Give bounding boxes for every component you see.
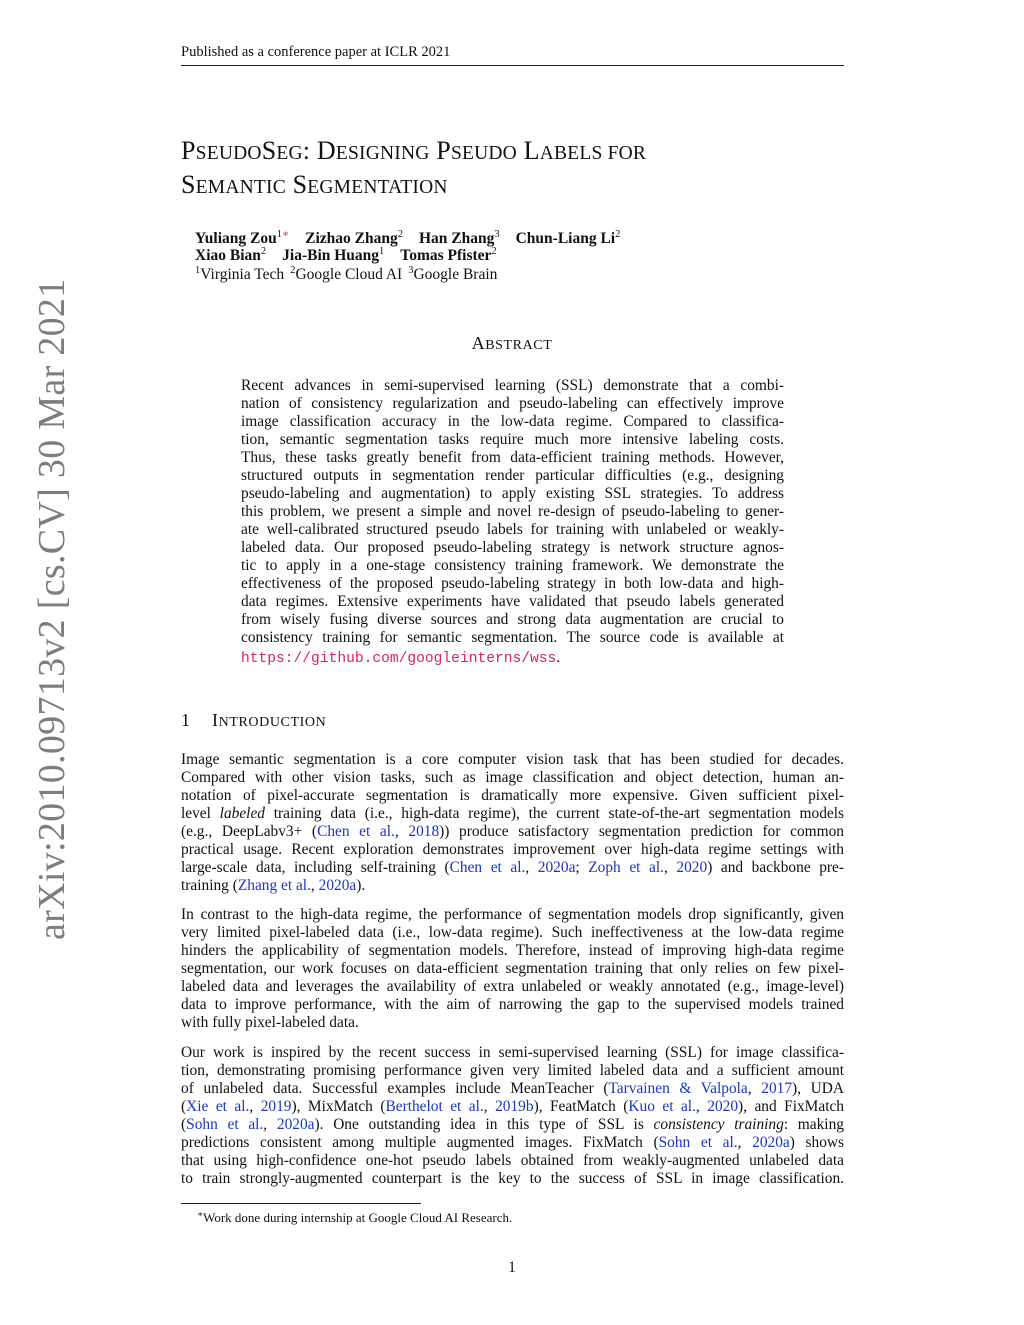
citation-year-link[interactable]: 2020 (707, 1098, 739, 1115)
paper-title-line-1 (181, 134, 646, 171)
author-name: Yuliang Zou (195, 230, 277, 247)
citation-link[interactable]: Kuo et al. (628, 1098, 696, 1115)
body-line: that using high-confidence one-hot pseudo labels obtained from weakly-augmented unlabeled data (181, 1152, 844, 1169)
text: , (747, 1080, 762, 1097)
text: , (525, 859, 538, 876)
text: , (663, 859, 677, 876)
text: predictions consistent among multiple augmented images. FixMatch ( (181, 1134, 659, 1151)
title-colon: : (302, 136, 311, 165)
body-line: labeled data and leverages the availability of extra unlabeled or weakly annotated (e.g., image-level) (181, 978, 844, 995)
body-line (181, 805, 844, 823)
body-line: data to improve performance, with the aim of narrowing the gap to the supervised models trained (181, 996, 844, 1013)
citation-link[interactable]: Berthelot et al. (385, 1098, 484, 1115)
citation-year-link[interactable]: 2020a (318, 877, 357, 894)
body-line: practical usage. Recent exploration demonstrates improvement over high-data regime settings with (181, 841, 844, 858)
author-affiliation-mark: 2 (491, 246, 497, 257)
body-line: notation of pixel-accurate segmentation is dramatically more expensive. Given sufficient pixel- (181, 787, 844, 804)
abstract-line: tic to apply in a one-stage consistency training framework. We demonstrate the (241, 557, 784, 574)
body-line (181, 1134, 844, 1152)
body-line: segmentation, our work focuses on data-efficient segmentation training that only relies on few pixel- (181, 960, 844, 977)
text: of unlabeled data. Successful examples include MeanTeacher ( (181, 1080, 609, 1097)
citation-link[interactable]: Tarvainen & Valpola (608, 1080, 748, 1097)
running-header: Published as a conference paper at ICLR 2021 (181, 44, 451, 60)
citation-link[interactable]: Sohn et al. (658, 1134, 738, 1151)
affiliation-mark: 2 (290, 265, 296, 276)
text: , (394, 823, 409, 840)
body-line (181, 1098, 844, 1116)
affiliation-name: Google Brain (413, 266, 498, 283)
author-name: Han Zhang (418, 230, 495, 247)
citation-year-link[interactable]: 2019b (495, 1098, 534, 1115)
text: large-scale data, including self-training ( (181, 859, 450, 876)
citation-link[interactable]: Chen et al. (317, 823, 395, 840)
abstract-line: labeled data. Our proposed pseudo-labeling strategy is network structure agnos- (241, 539, 784, 556)
section-title-sc: NTRODUCTION (218, 715, 327, 730)
text: ). (356, 877, 366, 894)
affiliation-mark: 1 (195, 265, 201, 276)
body-line (181, 1080, 844, 1098)
page-number: 1 (508, 1259, 516, 1276)
header-rule (181, 65, 844, 66)
abstract-line: pseudo-labeling and augmentation) to apply existing SSL strategies. To address (241, 485, 784, 502)
footnote-mark: ∗ (197, 1209, 204, 1219)
text: , (695, 1098, 708, 1115)
affiliation-name: Google Cloud AI (295, 266, 403, 283)
author-line-1 (195, 228, 620, 248)
abstract-line: this problem, we present a simple and novel re-design of pseudo-labeling to gener- (241, 503, 784, 520)
author-affiliation-mark: 3 (494, 229, 500, 240)
body-line (181, 823, 844, 841)
author-affiliation-mark: 2 (260, 246, 267, 257)
text: , (249, 1098, 261, 1115)
author-affiliation-mark: 1 (276, 229, 282, 240)
abstract-last-line (241, 649, 560, 668)
abstract-line: ate well-calibrated structured pseudo labels for training with unlabeled or weakly- (241, 521, 784, 538)
footnote-text: Work done during internship at Google Cloud AI Research. (203, 1210, 513, 1225)
body-last-line (181, 877, 365, 895)
body-line: Our work is inspired by the recent success in semi-supervised learning (SSL) for image classifica- (181, 1044, 844, 1061)
citation-link[interactable]: Zhang et al. (237, 877, 311, 894)
text: ( (181, 1116, 187, 1133)
abstract-line: Thus, these tasks greatly benefit from data-efficient training methods. However, (241, 449, 784, 466)
abstract-line: effectiveness of the proposed pseudo-labeling strategy in both low-data and high- (241, 575, 784, 592)
footnote (197, 1209, 512, 1226)
abstract-line: nation of consistency regularization and pseudo-labeling can effectively improve (241, 395, 784, 412)
title-sc: ABELS FOR (539, 143, 647, 164)
abstract-line: tion, semantic segmentation tasks require much more intensive labeling costs. (241, 431, 784, 448)
body-line: hinders the applicability of segmentation models. Therefore, instead of improving high-data regime (181, 942, 844, 959)
author-name: Chun-Liang Li (515, 230, 616, 247)
author-name: Jia-Bin Huang (282, 247, 380, 264)
citation-year-link[interactable]: 2020a (537, 859, 576, 876)
text: , (310, 877, 319, 894)
title-sc: ESIGNING (335, 143, 430, 164)
text: training data (i.e., high-data regime), the current state-of-the-art segmentation models (264, 805, 844, 822)
citation-year-link[interactable]: 2020 (676, 859, 708, 876)
title-sc: EGMENTATION (307, 177, 448, 198)
text: , (737, 1134, 753, 1151)
section-number: 1 (181, 710, 191, 730)
author-name: Zizhao Zhang (305, 230, 398, 247)
abstract-heading-cap: A (471, 333, 486, 353)
abstract-period: . (556, 649, 561, 666)
title-cap: D (316, 136, 336, 165)
title-cap: S (181, 170, 196, 199)
citation-link[interactable]: Xie et al. (186, 1098, 250, 1115)
text: ) and backbone pre- (707, 859, 845, 876)
text: , (483, 1098, 496, 1115)
author-name: Xiao Bian (195, 247, 261, 264)
affiliations (195, 265, 497, 284)
text: training ( (181, 877, 238, 894)
text: : making (783, 1116, 844, 1133)
affiliation-name: Virginia Tech (200, 266, 285, 283)
abstract-line: image classification accuracy in the low-data regime. Compared to classifica- (241, 413, 784, 430)
text: ), MixMatch ( (291, 1098, 386, 1115)
abstract-line: structured outputs in segmentation render particular difficulties (e.g., designing (241, 467, 784, 484)
section-title-cap: I (212, 710, 219, 730)
text: ) shows (789, 1134, 845, 1151)
text: level (181, 805, 220, 822)
citation-year-link[interactable]: 2019 (260, 1098, 292, 1115)
affiliation-mark: 3 (408, 265, 414, 276)
source-code-link[interactable]: https://github.com/googleinterns/wss (241, 651, 557, 667)
citation-link[interactable]: Sohn et al. (186, 1116, 264, 1133)
author-name: Tomas Pfister (400, 247, 492, 264)
citation-year-link[interactable]: 2017 (761, 1080, 793, 1097)
abstract-line: consistency training for semantic segmentation. The source code is available at (241, 629, 784, 646)
body-line: tion, demonstrating promising performance given very limited labeled data and a sufficient amount (181, 1062, 844, 1079)
emphasis: consistency training (653, 1116, 784, 1133)
citation-year-link[interactable]: 2018 (408, 823, 440, 840)
text: (e.g., DeepLabv3+ ( (181, 823, 318, 840)
text: , (263, 1116, 277, 1133)
title-cap: S (261, 136, 277, 165)
abstract-line: data regimes. Extensive experiments have validated that pseudo labels generated (241, 593, 784, 610)
title-cap: S (292, 170, 308, 199)
citation-year-link[interactable]: 2020a (752, 1134, 790, 1151)
text: ), UDA (792, 1080, 844, 1097)
body-line: to train strongly-augmented counterpart is the key to the success of SSL in image classification. (181, 1170, 844, 1187)
author-affiliation-mark: 1 (379, 246, 385, 257)
body-line: very limited pixel-labeled data (i.e., low-data regime). Such ineffectiveness at the low-data regime (181, 924, 844, 941)
body-line: Compared with other vision tasks, such as image classification and object detection, human an- (181, 769, 844, 786)
body-line (181, 1116, 844, 1134)
title-sc: SEUDO (195, 143, 262, 164)
author-line-2 (195, 246, 497, 265)
title-sc: EMANTIC (195, 177, 286, 198)
text: )) produce satisfactory segmentation prediction for common (439, 823, 844, 840)
text: ; (575, 859, 589, 876)
text: ). One outstanding idea in this type of SSL is (314, 1116, 654, 1133)
title-cap: P (181, 136, 196, 165)
abstract-line: from wisely fusing diverse sources and strong data augmentation are crucial to (241, 611, 784, 628)
body-line (181, 859, 844, 877)
title-cap: P (436, 136, 451, 165)
citation-link[interactable]: Zoph et al. (588, 859, 664, 876)
abstract-heading (0, 333, 1024, 354)
body-line: In contrast to the high-data regime, the performance of segmentation models drop significantly, given (181, 906, 844, 923)
title-sc: SEUDO (450, 143, 517, 164)
text: ), FeatMatch ( (533, 1098, 629, 1115)
paper-title-line-2 (181, 168, 448, 205)
text: ), and FixMatch (738, 1098, 845, 1115)
title-cap: L (523, 136, 540, 165)
body-last-line: with fully pixel-labeled data. (181, 1014, 359, 1031)
author-affiliation-mark: 2 (615, 229, 621, 240)
text: ( (181, 1098, 187, 1115)
footnote-rule (181, 1203, 421, 1204)
citation-year-link[interactable]: 2020a (276, 1116, 315, 1133)
arxiv-identifier-stamp: arXiv:2010.09713v2 [cs.CV] 30 Mar 2021 (31, 278, 73, 940)
abstract-heading-sc: BSTRACT (485, 338, 553, 353)
author-footnote-mark: ∗ (281, 229, 290, 240)
abstract-line: Recent advances in semi-supervised learning (SSL) demonstrate that a combi- (241, 377, 784, 394)
emphasis: labeled (219, 805, 265, 822)
title-sc: EG (276, 143, 303, 164)
citation-link[interactable]: Chen et al. (449, 859, 526, 876)
section-heading (181, 710, 326, 731)
body-line: Image semantic segmentation is a core computer vision task that has been studied for decades. (181, 751, 844, 768)
author-affiliation-mark: 2 (397, 229, 403, 240)
